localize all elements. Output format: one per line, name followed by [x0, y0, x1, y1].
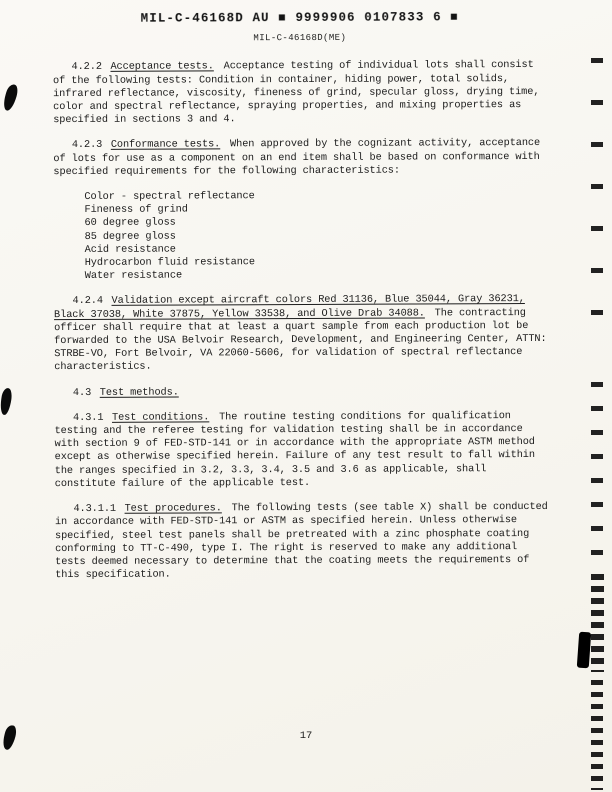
section-title: Conformance tests.: [110, 138, 221, 152]
paragraph-conformance-tests: [53, 137, 547, 179]
section-number: 4.2.3: [71, 139, 103, 152]
section-body: When approved by the cognizant activity, acceptance of lots for use as a component on an end item shall be based on conformance with specified requirements for the following characteristics:: [53, 137, 541, 178]
section-number: 4.3.1: [73, 411, 104, 424]
binding-marks-dense: [591, 574, 604, 672]
ink-blob-left-top: [1, 83, 19, 112]
section-title: Test conditions.: [111, 411, 210, 424]
section-body: Acceptance testing of individual lots shall consist of the following tests: Condition in container, hiding power, total solids, infrared reflectance, viscosity, fineness of grind, specular gloss, drying time, color and spectral reflectance, spraying properties, and mixing properties as specified in sections 3 and 4.: [53, 59, 540, 127]
section-title: Test procedures.: [124, 502, 222, 515]
binding-marks-top: [591, 58, 603, 348]
section-title: Acceptance tests.: [110, 60, 214, 74]
section-title: Test methods.: [99, 386, 179, 399]
section-number: 4.3: [72, 386, 92, 399]
characteristics-list: [84, 189, 548, 283]
section-number: 4.2.2: [71, 61, 102, 74]
section-body: The routine testing conditions for qualification testing and the referee testing for validation testing shall be in accordance with section 9 of FED-STD-141 or in accordance with the appropriate ASTM method except as otherwise specified herein. Failure of any test result to fall within the ranges specified in 3.2, 3.3, 3.4, 3.5 and 3.6 as applicable, shall constitute failure of the applicable test.: [54, 409, 535, 490]
characteristic-item: 85 degree gloss: [84, 230, 176, 243]
characteristic-item: Color - spectral reflectance: [84, 190, 255, 203]
section-number: 4.3.1.1: [73, 502, 117, 516]
document-id: MIL-C-46168D(ME): [253, 33, 347, 44]
binding-marks-bottom: [591, 680, 603, 790]
section-body: The following tests (see table X) shall be conducted in accordance with FED-STD-141 or ASTM as specified herein. Unless otherwise specified, steel test panels shall be pretreated with a zinc phosphate coating conforming to TT-C-490, type I. The right is reserved to make any additional tests deemed necessary to determine that the coating meets the requirements of this specification.: [54, 501, 548, 582]
paragraph-test-conditions: [54, 410, 548, 491]
paragraph-acceptance-tests: [53, 59, 547, 127]
scan-header-line: MIL-C-46168D AU ■ 9999906 0107833 6 ■: [140, 10, 459, 26]
ink-blob-left-middle: [0, 387, 13, 415]
characteristic-item: Hydrocarbon fluid resistance: [84, 256, 255, 269]
characteristic-item: Acid resistance: [84, 243, 176, 256]
page-number: 17: [299, 730, 313, 742]
document-body: [53, 11, 550, 594]
section-number: 4.2.4: [72, 295, 103, 308]
characteristic-item: Water resistance: [84, 269, 183, 283]
section-title: Validation except aircraft colors Red 31136, Blue 35044, Gray 36231, Black 37038, White 37875, Yellow 33538, and Olive Drab 34088.: [54, 293, 525, 321]
paragraph-test-procedures: [55, 501, 549, 582]
section-body: The contracting officer shall require that at least a quart sample from each production lot be forwarded to the USA Belvoir Research, Development, and Engineering Center, ATTN: STRBE-VO, Fort Belvoir, VA 22060-5606, for validation of spectral reflectance characteristics.: [54, 306, 547, 374]
binding-marks-middle: [591, 382, 603, 568]
binding-ink-smudge: [577, 632, 591, 669]
paragraph-validation: [54, 293, 548, 374]
characteristic-item: 60 degree gloss: [84, 216, 176, 230]
characteristic-item: Fineness of grind: [84, 203, 188, 217]
paragraph-test-methods: [54, 385, 548, 400]
